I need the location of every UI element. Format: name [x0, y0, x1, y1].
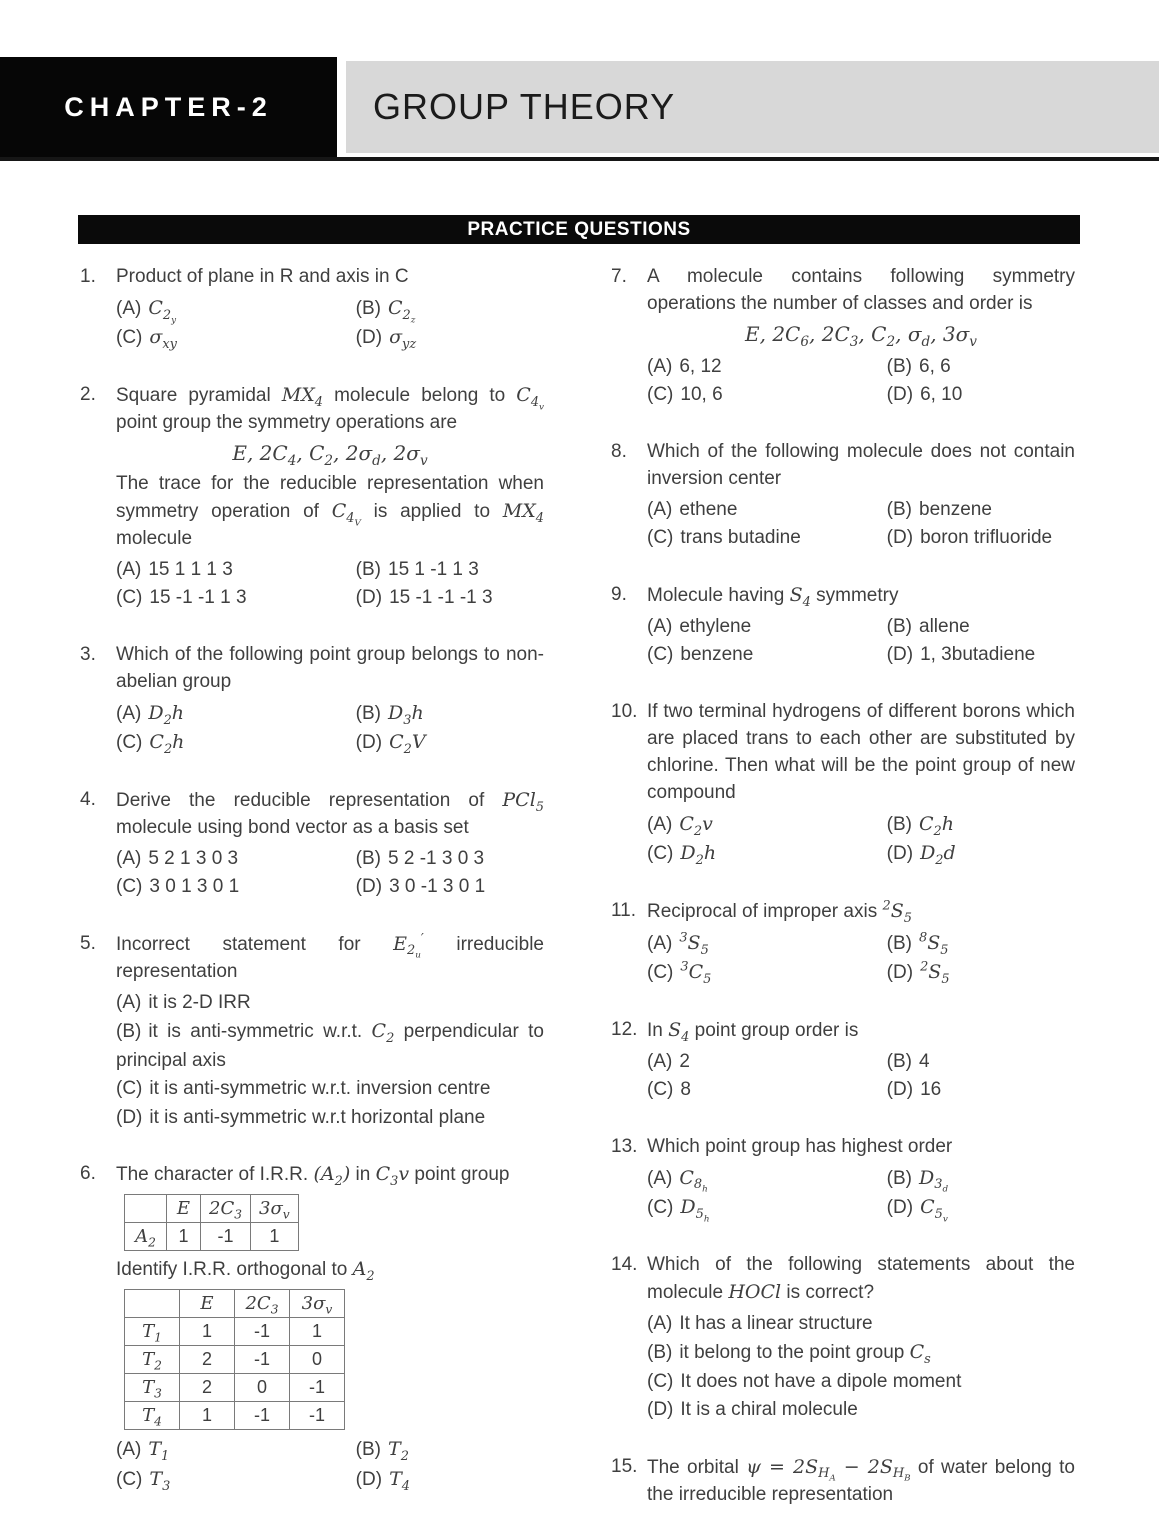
option-label: (A) [647, 1050, 673, 1072]
option-label: (B) [886, 355, 912, 377]
question-body [116, 264, 544, 353]
option-label: (A) [647, 813, 673, 835]
option-label: (D) [355, 732, 383, 754]
question [611, 1017, 1075, 1105]
question-text: The orbital $\psi = 2S_{H_A} - 2S_{H_B}$ of water belong to the irreducible representation [647, 1455, 1076, 1505]
option-text: $^3C_5$ [680, 959, 712, 987]
question-body [647, 264, 1075, 410]
option-label: (B) [116, 1021, 142, 1043]
character-table [124, 1194, 299, 1251]
question [80, 1161, 544, 1494]
option-label: (C) [116, 1468, 143, 1490]
question-body [647, 1252, 1075, 1425]
table-cell: $A_2$ [125, 1223, 167, 1251]
question-text: Identify I.R.R. orthogonal to $A_2$ [116, 1258, 375, 1284]
option-label: (C) [647, 1079, 674, 1101]
option-label: (D) [355, 876, 383, 898]
option-label: (D) [116, 1106, 143, 1128]
option-label: (C) [647, 644, 674, 666]
option-text: $^8S_5$ [919, 930, 949, 958]
option-text: 6, 10 [920, 384, 963, 406]
option-text: trans butadine [680, 527, 801, 549]
option-item [647, 613, 887, 642]
option-item [887, 613, 1075, 642]
option-item [116, 1465, 356, 1495]
option-item [887, 1164, 1075, 1194]
option-text: 15 1 -1 1 3 [388, 558, 479, 580]
option-label: (A) [647, 355, 673, 377]
option-label: (A) [647, 498, 673, 520]
question-text: In $S_4$ point group order is [647, 1018, 859, 1045]
option-item [116, 873, 356, 902]
option-item [647, 1338, 1075, 1368]
symmetry-operations-formula: E, $2C_6$, $2C_3$, $C_2$, $\sigma_d$, $3\sigma_v$ [745, 321, 977, 350]
option-item [356, 294, 544, 324]
option-text: 2 [679, 1050, 690, 1072]
question-text: If two terminal hydrogens of different borons which are placed trans to each other are substituted by chlorine. Then what will be the point group of new compound [647, 700, 1075, 803]
table-header-cell: $3\sigma_v$ [251, 1195, 299, 1223]
option-text: ethylene [679, 615, 752, 637]
question [80, 264, 544, 353]
question-body [116, 931, 544, 1132]
option-item [647, 929, 887, 959]
question [611, 699, 1075, 869]
option-label: (C) [647, 843, 674, 865]
question-number: 7. [611, 266, 627, 287]
option-label: (D) [886, 1197, 914, 1219]
option-item [647, 1076, 887, 1105]
option-text: $D_2h$ [148, 701, 185, 728]
option-text: $C_2h$ [919, 812, 955, 839]
option-text: $C_{5_v}$ [920, 1196, 948, 1225]
question-text: Incorrect statement for $E_{2_u}'$ irreducible representation [116, 931, 544, 982]
option-text: it is 2-D IRR [148, 991, 251, 1013]
option-text: it is anti-symmetric w.r.t. $C_2$ perpendicular to principal axis [116, 1020, 544, 1071]
option-text: 3 0 -1 3 0 1 [389, 876, 486, 898]
question [611, 1454, 1075, 1509]
option-item [647, 839, 887, 869]
table-cell: $T_3$ [125, 1374, 180, 1402]
option-text: 15 -1 -1 -1 3 [389, 587, 493, 609]
question-text: A molecule contains following symmetry operations the number of classes and order is [647, 266, 1075, 314]
option-item [887, 1193, 1075, 1223]
table-row [125, 1402, 345, 1430]
table-header-cell: $2C_3$ [201, 1195, 251, 1223]
option-label: (A) [116, 702, 142, 724]
option-item [887, 1076, 1075, 1105]
table-cell: 2 [180, 1374, 235, 1402]
question [80, 382, 544, 613]
option-label: (C) [647, 962, 674, 984]
option-item [647, 641, 887, 670]
option-text: benzene [919, 498, 992, 520]
chapter-title: GROUP THEORY [346, 61, 1159, 153]
option-text: 6, 12 [679, 355, 722, 377]
option-text: 15 1 1 1 3 [148, 558, 233, 580]
option-label: (B) [886, 615, 912, 637]
option-item [647, 381, 887, 410]
option-label: (A) [116, 297, 142, 319]
table-cell: $T_1$ [125, 1318, 180, 1346]
option-text: it belong to the point group $C_s$ [679, 1341, 931, 1367]
option-label: (D) [886, 1079, 914, 1101]
option-item [887, 1048, 1075, 1077]
option-item [116, 556, 356, 585]
option-item [356, 728, 544, 758]
option-text: $^2S_5$ [920, 959, 950, 987]
option-text: 8 [680, 1079, 691, 1101]
option-text: It does not have a dipole moment [680, 1370, 962, 1392]
option-label: (D) [355, 327, 383, 349]
table-row [125, 1223, 299, 1251]
question [80, 931, 544, 1132]
option-text: allene [919, 615, 970, 637]
table-cell: $T_2$ [125, 1346, 180, 1374]
option-text: 15 -1 -1 1 3 [149, 587, 247, 609]
option-text: 10, 6 [680, 384, 723, 406]
option-label: (C) [647, 384, 674, 406]
table-cell: $T_4$ [125, 1402, 180, 1430]
question-number: 13. [611, 1135, 638, 1157]
option-item [647, 1368, 1075, 1397]
options-grid [116, 845, 544, 902]
table-cell: 0 [290, 1346, 345, 1374]
table-cell: 1 [167, 1223, 201, 1251]
option-label: (D) [355, 587, 383, 609]
question [611, 264, 1075, 410]
right-column [611, 264, 1075, 1538]
option-label: (A) [647, 1312, 673, 1334]
option-item [116, 845, 356, 874]
option-item [647, 1193, 887, 1223]
question-body [647, 1134, 1075, 1223]
option-item [356, 873, 544, 902]
option-label: (B) [886, 498, 912, 520]
question [611, 1252, 1075, 1425]
option-item [887, 524, 1075, 553]
option-text: 1, 3butadiene [920, 644, 1036, 666]
option-text: $C_{2_y}$ [148, 296, 177, 326]
question-text: Which of the following statements about the molecule HOCl is correct? [647, 1253, 1075, 1303]
option-text: 4 [919, 1050, 930, 1072]
question-text: Which point group has highest order [647, 1135, 953, 1157]
option-label: (A) [647, 615, 673, 637]
option-text: $T_2$ [388, 1438, 409, 1464]
table-cell: -1 [290, 1374, 345, 1402]
question-body [647, 1017, 1075, 1105]
option-label: (B) [886, 1050, 912, 1072]
question-number: 14. [611, 1253, 638, 1275]
option-text: it is anti-symmetric w.r.t horizontal plane [149, 1106, 486, 1128]
question-number: 10. [611, 700, 638, 722]
options-list [647, 1310, 1075, 1425]
options-grid [647, 496, 1075, 553]
option-label: (D) [886, 384, 914, 406]
options-list [116, 989, 544, 1133]
option-label: (B) [355, 1439, 381, 1461]
option-label: (A) [116, 558, 142, 580]
option-text: $^3S_5$ [679, 930, 709, 958]
question-number: 8. [611, 440, 627, 462]
option-item [356, 845, 544, 874]
option-item [116, 294, 356, 324]
option-item [116, 1435, 356, 1465]
question [611, 582, 1075, 670]
question-number: 9. [611, 583, 627, 605]
table-cell: 2 [180, 1346, 235, 1374]
option-text: it is anti-symmetric w.r.t. inversion centre [149, 1078, 491, 1100]
option-item [356, 323, 544, 353]
option-label: (C) [116, 1078, 143, 1100]
practice-questions-bar: PRACTICE QUESTIONS [78, 215, 1080, 244]
option-item [887, 353, 1075, 382]
table-cell: -1 [235, 1318, 290, 1346]
option-text: $C_2V$ [389, 731, 426, 758]
option-item [116, 728, 356, 758]
option-label: (C) [647, 1370, 674, 1392]
options-grid [116, 294, 544, 353]
questions-area [80, 264, 1075, 1538]
table-cell: 0 [235, 1374, 290, 1402]
option-text: It has a linear structure [679, 1312, 873, 1334]
option-item [887, 641, 1075, 670]
option-text: $C_2h$ [149, 731, 185, 758]
question-text: Product of plane in R and axis in C [116, 266, 409, 287]
question-number: 6. [80, 1163, 96, 1185]
option-label: (C) [116, 327, 143, 349]
options-grid [647, 1048, 1075, 1105]
question-body [116, 642, 544, 758]
question [611, 898, 1075, 988]
question [611, 1134, 1075, 1223]
left-column [80, 264, 544, 1538]
question-number: 11. [611, 899, 637, 921]
option-label: (B) [886, 1167, 912, 1189]
question-number: 2. [80, 383, 96, 405]
question-body [647, 1454, 1075, 1509]
question-text: Square pyramidal $MX_4$ molecule belong to $C_{4_v}$ point group the symmetry operations are [116, 383, 544, 433]
option-item [647, 353, 887, 382]
option-label: (B) [886, 813, 912, 835]
option-label: (A) [116, 847, 142, 869]
option-text: It is a chiral molecule [680, 1399, 858, 1421]
option-label: (B) [647, 1342, 673, 1364]
option-label: (B) [355, 847, 381, 869]
question-text: The trace for the reducible representation when symmetry operation of $C_{4_V}$ is applied to $MX_4$ molecule [116, 472, 544, 549]
option-text: $T_1$ [148, 1438, 170, 1464]
table-row [125, 1374, 345, 1402]
question [80, 642, 544, 758]
option-text: $D_3h$ [388, 701, 424, 728]
options-grid [647, 929, 1075, 988]
option-label: (D) [886, 843, 914, 865]
options-grid [647, 1164, 1075, 1223]
option-label: (C) [116, 876, 143, 898]
option-item [647, 1164, 887, 1194]
question-body [647, 898, 1075, 988]
option-item [356, 556, 544, 585]
option-text: $D_{3_d}$ [919, 1166, 949, 1195]
option-text: $T_4$ [389, 1467, 410, 1494]
table-cell: 1 [180, 1402, 235, 1430]
options-grid [647, 613, 1075, 670]
option-item [887, 839, 1075, 869]
option-item [116, 1104, 544, 1133]
option-text: boron trifluoride [920, 527, 1053, 549]
question [80, 787, 544, 902]
option-item [887, 381, 1075, 410]
question-number: 15. [611, 1455, 638, 1477]
table-row [125, 1318, 345, 1346]
option-label: (D) [886, 644, 914, 666]
option-text: $D_2d$ [920, 842, 956, 869]
options-grid [116, 699, 544, 758]
option-item [116, 699, 356, 729]
option-text: 5 2 1 3 0 3 [148, 847, 239, 869]
option-item [647, 958, 887, 988]
option-label: (A) [647, 932, 673, 954]
option-item [647, 810, 887, 840]
option-item [116, 989, 544, 1018]
option-item [887, 496, 1075, 525]
option-text: 16 [920, 1079, 942, 1101]
option-label: (C) [116, 732, 143, 754]
table-cell: 1 [251, 1223, 299, 1251]
symmetry-operations-formula: E, $2C_4$, $C_2$, $2\sigma_d$, $2\sigma_v$ [232, 440, 428, 469]
option-item [647, 524, 887, 553]
table-cell: -1 [290, 1402, 345, 1430]
option-text: 5 2 -1 3 0 3 [388, 847, 485, 869]
options-grid [116, 556, 544, 613]
options-grid [647, 810, 1075, 869]
table-header-cell: E [167, 1195, 201, 1223]
table-cell: 1 [290, 1318, 345, 1346]
question-number: 3. [80, 643, 96, 665]
table-header-cell: $2C_3$ [235, 1290, 290, 1318]
option-item [116, 1075, 544, 1104]
option-label: (A) [116, 991, 142, 1013]
chapter-header [0, 0, 1159, 161]
header-divider [0, 157, 1159, 161]
options-grid [647, 353, 1075, 410]
option-label: (C) [647, 527, 674, 549]
question-text: Which of the following molecule does not contain inversion center [647, 440, 1075, 489]
option-label: (D) [886, 962, 914, 984]
option-label: (A) [116, 1439, 142, 1461]
option-text: 6, 6 [919, 355, 951, 377]
option-text: $D_{5_h}$ [680, 1196, 710, 1225]
chapter-label: CHAPTER-2 [0, 57, 337, 157]
option-text: $\sigma_{xy}$ [149, 326, 177, 353]
question-number: 4. [80, 788, 96, 810]
question-number: 5. [80, 932, 96, 954]
question-text: Molecule having $S_4$ symmetry [647, 583, 899, 610]
option-text: benzene [680, 644, 754, 666]
option-label: (A) [647, 1167, 673, 1189]
option-item [116, 323, 356, 353]
option-item [356, 1435, 544, 1465]
option-label: (B) [355, 558, 381, 580]
option-text: $T_3$ [149, 1467, 171, 1494]
option-item [647, 1396, 1075, 1425]
option-label: (B) [886, 932, 912, 954]
question-number: 1. [80, 266, 96, 287]
question-text: Reciprocal of improper axis $^2S_5$ [647, 898, 912, 926]
option-item [647, 496, 887, 525]
question-body [116, 1161, 544, 1494]
option-label: (B) [355, 297, 381, 319]
option-item [647, 1310, 1075, 1339]
option-text: $D_2h$ [680, 842, 717, 869]
option-label: (C) [647, 1197, 674, 1219]
question-text: Which of the following point group belongs to non-abelian group [116, 643, 544, 692]
option-text: $\sigma_{yz}$ [389, 326, 417, 353]
option-text: $C_{8_h}$ [679, 1166, 708, 1195]
option-item [647, 1048, 887, 1077]
option-text: ethene [679, 498, 738, 520]
option-item [887, 958, 1075, 988]
character-table [124, 1289, 345, 1430]
options-grid [116, 1435, 544, 1494]
table-row [125, 1346, 345, 1374]
option-label: (D) [355, 1468, 383, 1490]
option-text: 3 0 1 3 0 1 [149, 876, 240, 898]
option-item [116, 584, 356, 613]
question-body [647, 699, 1075, 869]
question-body [116, 787, 544, 902]
option-item [356, 699, 544, 729]
option-item [356, 584, 544, 613]
table-cell: -1 [201, 1223, 251, 1251]
table-cell: -1 [235, 1346, 290, 1374]
table-cell: -1 [235, 1402, 290, 1430]
option-text: $C_{2_z}$ [388, 296, 416, 326]
question-body [647, 439, 1075, 553]
option-item [887, 929, 1075, 959]
option-label: (D) [647, 1399, 674, 1421]
option-item [887, 810, 1075, 840]
question-number: 12. [611, 1018, 638, 1040]
option-item [356, 1465, 544, 1495]
option-text: $C_2v$ [679, 812, 713, 839]
table-header-cell: E [180, 1290, 235, 1318]
option-label: (B) [355, 702, 381, 724]
question [611, 439, 1075, 553]
table-header-row [125, 1195, 299, 1223]
table-header-cell [125, 1195, 167, 1223]
question-body [116, 382, 544, 613]
table-header-row [125, 1290, 345, 1318]
option-item [116, 1017, 544, 1075]
question-text: The character of I.R.R. $(A_2)$ in $C_3v$ point group [116, 1163, 510, 1189]
option-label: (C) [116, 587, 143, 609]
table-header-cell: $3\sigma_v$ [290, 1290, 345, 1318]
table-header-cell [125, 1290, 180, 1318]
question-text: Derive the reducible representation of PCl$_5$ molecule using bond vector as a basis set [116, 788, 544, 838]
option-label: (D) [886, 527, 914, 549]
question-body [647, 582, 1075, 670]
table-cell: 1 [180, 1318, 235, 1346]
